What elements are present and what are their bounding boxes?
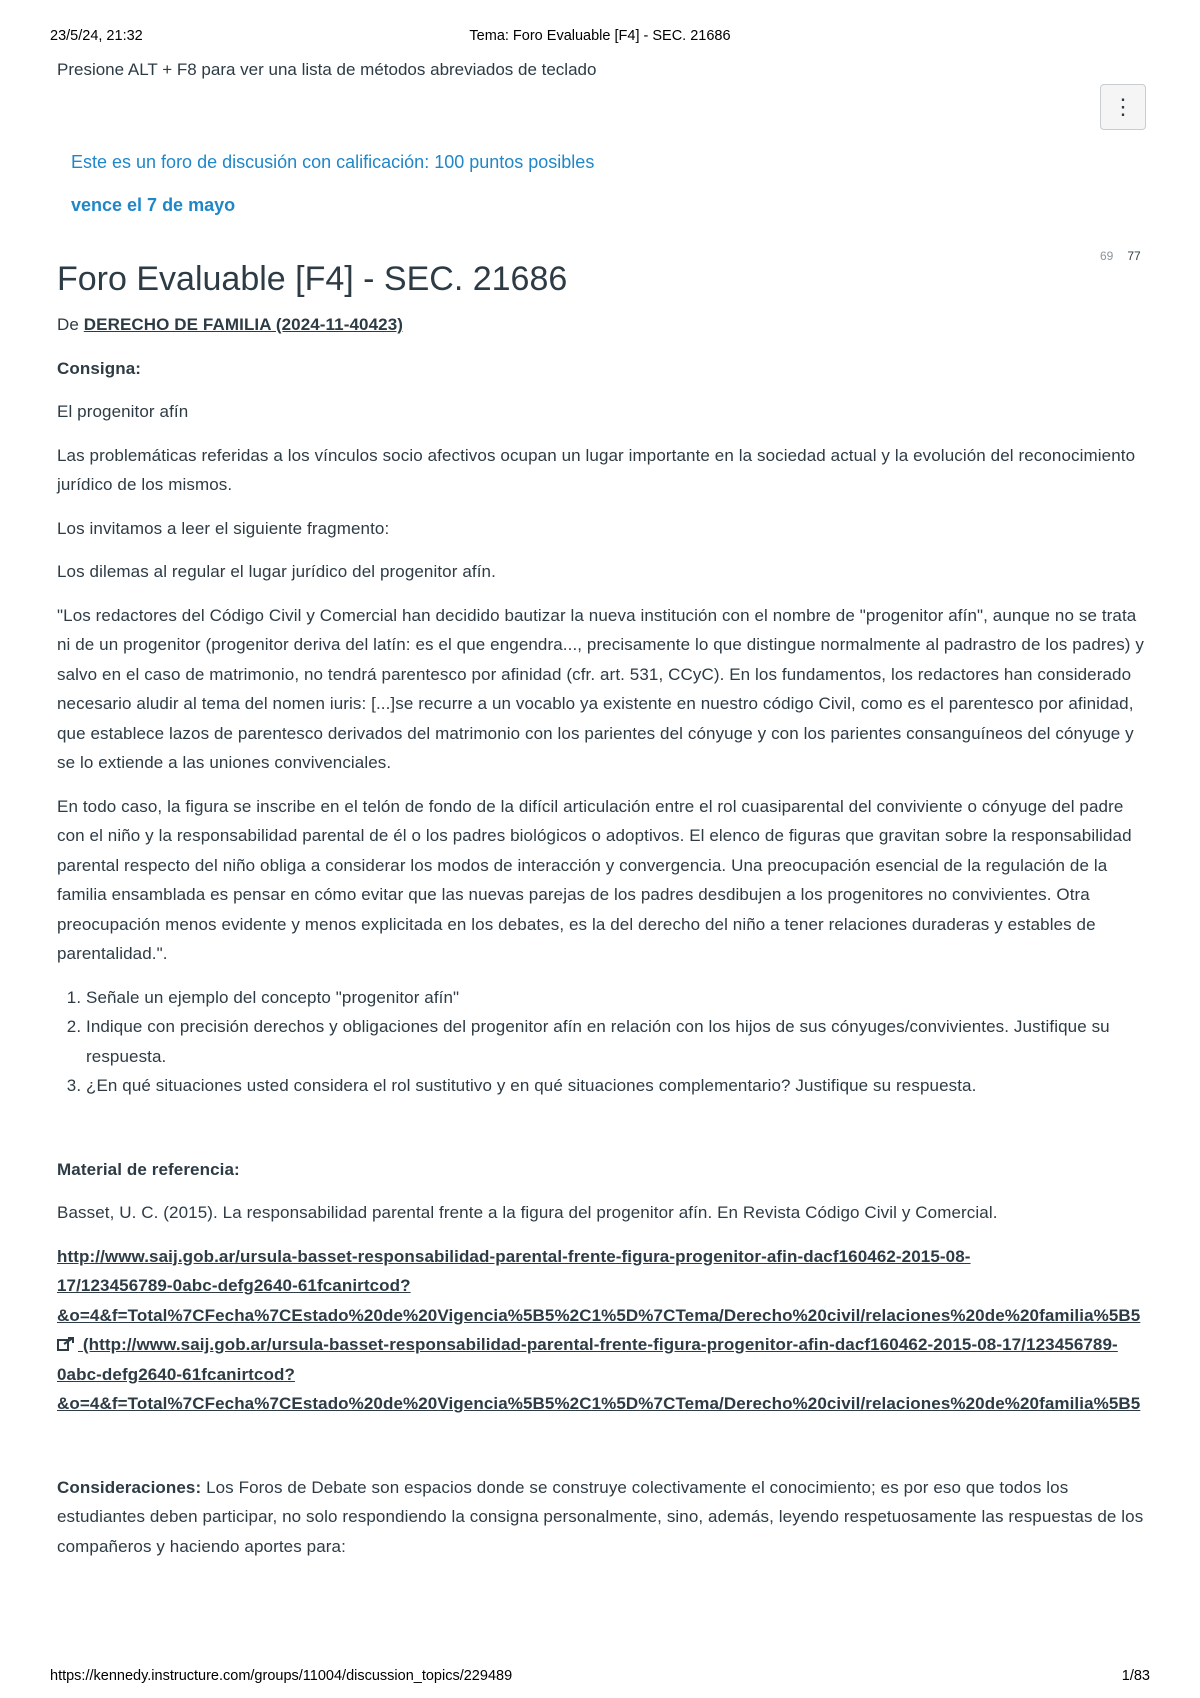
considerations: [57, 1473, 1150, 1562]
discussion-topic: [57, 258, 1150, 1575]
material-heading: [57, 1155, 1150, 1185]
questions-list: [57, 983, 1150, 1101]
reference-link-text: (http://www.saij.gob.ar/ursula-basset-responsabilidad-parental-frente-figura-progenitor-afin-dacf160462-2015-08-17/123456789-: [78, 1335, 1118, 1354]
paragraph: Los dilemas al regular el lugar jurídico del progenitor afín.: [57, 562, 496, 581]
print-datetime: 23/5/24, 21:32: [50, 28, 143, 44]
reference-link-line[interactable]: &o=4&f=Total%7CFecha%7CEstado%20de%20Vigencia%5B5%2C1%5D%7CTema/Derecho%20civil/relaciones%20de%20familia%5B5: [57, 1305, 1141, 1325]
external-link-icon: [57, 1337, 75, 1351]
unread-count: 69: [1100, 249, 1114, 263]
paragraph: El progenitor afín: [57, 402, 189, 421]
page-title: Foro Evaluable [F4] - SEC. 21686: [57, 260, 568, 298]
course-from: [57, 310, 1150, 340]
quote-paragraph: "Los redactores del Código Civil y Comercial han decidido bautizar la nueva institución con el nombre de "progenitor afín", aunque no se trata ni de un progenitor (progenitor deriva del latín: es el que engendra..., precisamente lo que distingue normalmente al padrastro de los padres) y salvo en el caso de matrimonio, no tendrá parentesco por afinidad (cfr. art. 531, CCyC). En los fundamentos, los redactores han considerado necesario aludir al tema del nomen iuris: [...]se recurre a un vocablo ya existente en nuestro código Civil, como es el parentesco por afinidad, que establece lazos de parentesco derivados del matrimonio con los parientes del cónyuge y con los parientes consanguíneos del cónyuge y se lo extiende a las uniones convivenciales.: [57, 605, 1144, 772]
due-date: vence el 7 de mayo: [71, 195, 236, 215]
considerations-text: Los Foros de Debate son espacios donde se construye colectivamente el conocimiento; es por eso que todos los estudiantes deben participar, no solo respondiendo la consigna personalmente, sino, además, leyendo respetuosamente las respuestas de los compañeros y haciendo aportes para:: [57, 1477, 1144, 1556]
reference-link-line[interactable]: 17/123456789-0abc-defg2640-61fcanirtcod?: [57, 1276, 411, 1295]
list-item: 1. Señale un ejemplo del concepto "progenitor afín": [86, 983, 1150, 1013]
page-number: 1/83: [1121, 1668, 1150, 1684]
list-item: 2. Indique con precisión derechos y obligaciones del progenitor afín en relación con los hijos de sus cónyuges/convivientes. Justifique su respuesta.: [86, 1012, 1150, 1071]
considerations-label: Consideraciones:: [57, 1477, 202, 1497]
paragraph: Los invitamos a leer el siguiente fragmento:: [57, 518, 390, 538]
keyboard-shortcut-hint: Presione ALT + F8 para ver una lista de métodos abreviados de teclado: [57, 60, 597, 79]
page-url: https://kennedy.instructure.com/groups/11004/discussion_topics/229489: [50, 1668, 513, 1684]
more-options-button[interactable]: [1100, 84, 1146, 130]
graded-discussion-notice: Este es un foro de discusión con calificación: 100 puntos posibles: [71, 152, 595, 172]
vertical-ellipsis-icon: ⋮: [1112, 94, 1134, 119]
reference-link: [57, 1242, 1150, 1419]
consigna-heading: [57, 354, 1150, 384]
reference-citation: Basset, U. C. (2015). La responsabilidad parental frente a la figura del progenitor afín. En Revista Código Civil y Comercial.: [57, 1203, 998, 1222]
quote-paragraph: En todo caso, la figura se inscribe en el telón de fondo de la difícil articulación entre el rol cuasiparental del conviviente o cónyuge del padre con el niño y la responsabilidad parental de él o los padres biológicos o adoptivos. El elenco de figuras que gravitan sobre la responsabilidad parental respecto del niño obliga a considerar los modos de interacción y convergencia. Una preocupación esencial de la regulación de la familia ensamblada es pensar en cómo evitar que las nuevas parejas de los padres desdibujen a los progenitores no convivientes. Otra preocupación menos evidente y menos explicitada en los debates, es la del derecho del niño a tener relaciones duraderas y estables de parentalidad.".: [57, 796, 1132, 963]
list-item: 3. ¿En qué situaciones usted considera el rol sustitutivo y en qué situaciones complementario? Justifique su respuesta.: [86, 1071, 1150, 1101]
from-prefix: De: [57, 315, 79, 334]
consigna-label: Consigna:: [57, 358, 142, 378]
reference-link-line[interactable]: [57, 1330, 1150, 1360]
material-label: Material de referencia:: [57, 1159, 240, 1179]
print-title: Tema: Foro Evaluable [F4] - SEC. 21686: [469, 28, 731, 44]
reference-link-line[interactable]: http://www.saij.gob.ar/ursula-basset-responsabilidad-parental-frente-figura-progenitor-afin-dacf160462-2015-08-: [57, 1246, 971, 1266]
total-count: 77: [1127, 249, 1141, 263]
course-link[interactable]: DERECHO DE FAMILIA (2024-11-40423): [83, 315, 404, 334]
reference-link-line[interactable]: 0abc-defg2640-61fcanirtcod?: [57, 1364, 295, 1384]
paragraph: Las problemáticas referidas a los vínculos socio afectivos ocupan un lugar importante en la sociedad actual y la evolución del reconocimiento jurídico de los mismos.: [57, 445, 1136, 494]
reference-link-line[interactable]: &o=4&f=Total%7CFecha%7CEstado%20de%20Vigencia%5B5%2C1%5D%7CTema/Derecho%20civil/relaciones%20de%20familia%5B5: [57, 1394, 1141, 1413]
